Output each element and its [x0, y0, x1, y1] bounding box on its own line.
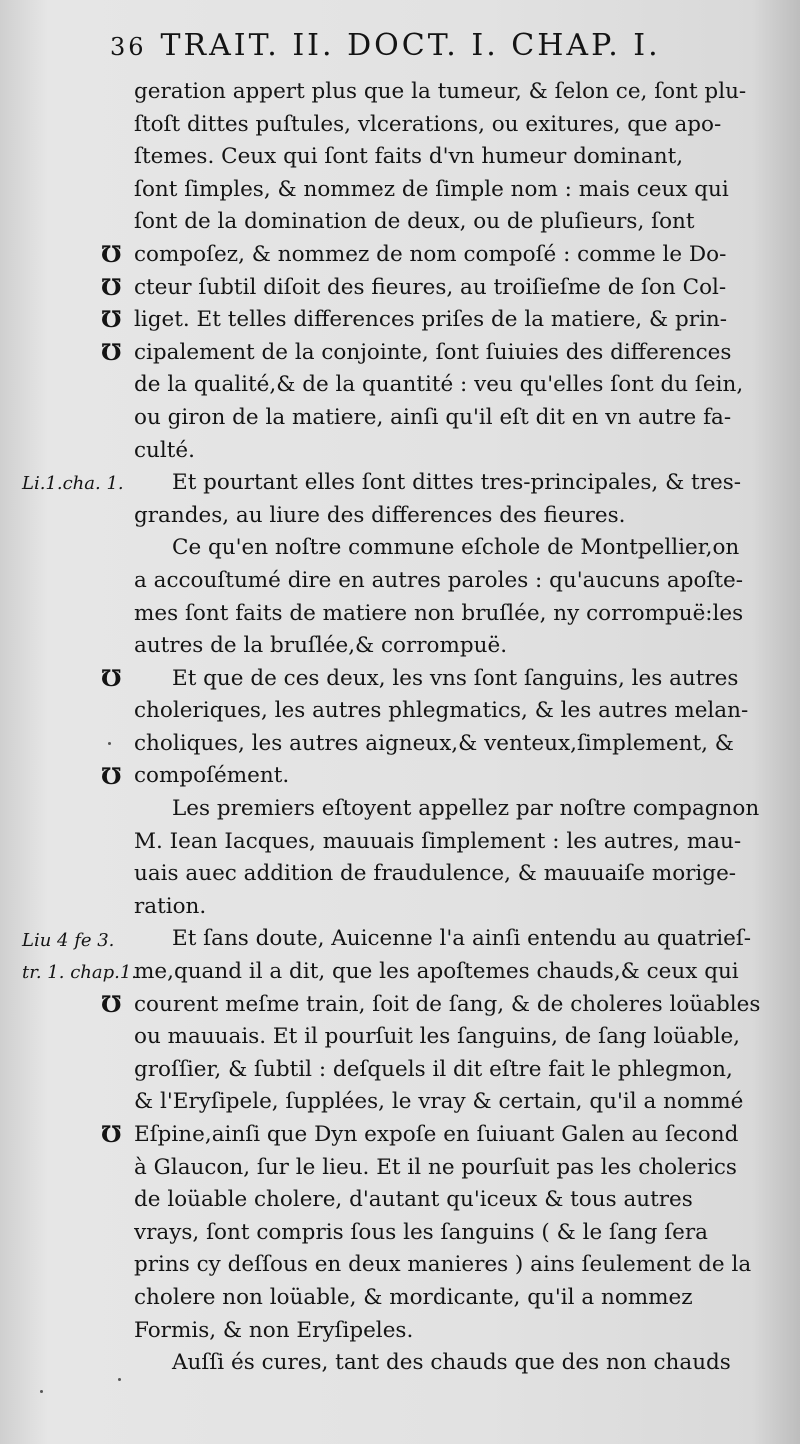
text-line: choleriques, les autres phlegmatics, & les autres melan- — [134, 698, 749, 724]
margin-symbol-icon: ℧ — [101, 241, 122, 268]
body-text — [134, 76, 764, 1380]
text-line: cteur ſubtil diſoit des fieures, au troiſieſme de ſon Col- — [134, 274, 727, 300]
margin-symbol-icon: ℧ — [101, 306, 122, 334]
text-line: liget. Et telles differences priſes de la matiere, & prin- — [134, 307, 727, 333]
text-line: cholere non loüable, & mordicante, qu'il a nommez — [134, 1284, 693, 1310]
text-line: à Glaucon, ſur le lieu. Et il ne pourſuit pas les cholerics — [134, 1154, 737, 1180]
text-line: ou mauuais. Et il pourſuit les ſanguins, de ſang loüable, — [134, 1024, 741, 1050]
text-line: groſſier, & ſubtil : deſquels il dit eſtre fait le phlegmon, — [134, 1056, 733, 1082]
text-line: Les premiers eſtoyent appellez par noſtre compagnon — [172, 796, 760, 822]
margin-note: tr. 1. chap.1. — [22, 962, 138, 984]
text-line: ſont de la domination de deux, ou de pluſieurs, ſont — [134, 209, 695, 235]
ink-speck — [118, 1378, 121, 1381]
margin-note: Li.1.cha. 1. — [22, 473, 124, 495]
text-line: de la qualité,& de la quantité : veu qu'elles ſont du ſein, — [134, 372, 744, 398]
text-line: grandes, au liure des differences des fieures. — [134, 502, 626, 528]
text-line: Ce qu'en noſtre commune eſchole de Montpellier,on — [172, 535, 740, 561]
text-line: ration. — [134, 893, 207, 919]
text-line: de loüable cholere, d'autant qu'iceux & tous autres — [134, 1187, 693, 1213]
text-line: mes ſont faits de matiere non bruſlée, ny corrompuë:les — [134, 600, 744, 626]
text-line: choliques, les autres aigneux,& venteux,ſimplement, & — [134, 730, 734, 756]
text-line: ſont ſimples, & nommez de ſimple nom : mais ceux qui — [134, 176, 729, 202]
margin-symbol-icon: ℧ — [101, 273, 122, 301]
ink-speck — [40, 1390, 43, 1393]
text-line: autres de la bruſlée,& corrompuë. — [134, 633, 508, 659]
text-line: Et ſans doute, Auicenne l'a ainſi entendu au quatrieſ- — [172, 926, 752, 952]
margin-symbol-icon: ℧ — [101, 990, 122, 1018]
text-line: & l'Eryſipele, ſupplées, le vray & certain, qu'il a nommé — [134, 1089, 744, 1115]
text-line: geration appert plus que la tumeur, & ſelon ce, ſont plu- — [134, 79, 747, 104]
text-line: culté. — [134, 437, 195, 463]
text-line: Auſſi és cures, tant des chauds que des non chauds — [172, 1350, 731, 1376]
left-margin — [0, 0, 138, 1444]
text-line: prins cy deſſous en deux manieres ) ains ſeulement de la — [134, 1252, 752, 1278]
page-number: 36 — [110, 33, 147, 61]
margin-symbol-icon: ℧ — [101, 338, 122, 366]
margin-note: Liu 4 fe 3. — [22, 929, 115, 951]
text-line: a accouſtumé dire en autres paroles : qu'aucuns apoſte- — [134, 567, 744, 593]
ink-speck — [108, 742, 111, 745]
text-line: ſtoſt dittes puſtules, vlcerations, ou exitures, que apo- — [134, 111, 722, 137]
running-title: TRAIT. II. DOCT. I. CHAP. I. — [160, 28, 661, 63]
text-line: compoſément. — [134, 763, 290, 789]
text-line: Eſpine,ainſi que Dyn expoſe en ſuiuant Galen au ſecond — [134, 1122, 739, 1147]
running-header — [110, 28, 770, 63]
text-line: Formis, & non Eryſipeles. — [134, 1317, 414, 1343]
margin-symbol-icon: ℧ — [101, 1121, 122, 1149]
text-line: ou giron de la matiere, ainſi qu'il eſt dit en vn autre fa- — [134, 404, 732, 430]
margin-symbol-icon: ℧ — [101, 664, 122, 692]
text-line: me,quand il a dit, que les apoſtemes chauds,& ceux qui — [134, 959, 739, 985]
text-line: vrays, ſont compris ſous les ſanguins ( & le ſang ſera — [134, 1219, 709, 1245]
text-line: courent meſme train, ſoit de ſang, & de choleres loüables — [134, 991, 761, 1017]
text-line: cipalement de la conjointe, ſont ſuiuies des differences — [134, 339, 732, 365]
text-line: compoſez, & nommez de nom compoſé : comme le Do- — [134, 241, 727, 267]
text-line: Et que de ces deux, les vns ſont ſanguins, les autres — [172, 665, 739, 691]
text-line: uais auec addition de fraudulence, & mauuaiſe morige- — [134, 861, 737, 887]
text-line: M. Iean Iacques, mauuais ſimplement : les autres, mau- — [134, 828, 742, 854]
margin-symbol-icon: ℧ — [101, 762, 122, 790]
text-line: Et pourtant elles ſont dittes tres-principales, & tres- — [172, 470, 741, 496]
text-line: ſtemes. Ceux qui ſont faits d'vn humeur dominant, — [134, 144, 684, 170]
